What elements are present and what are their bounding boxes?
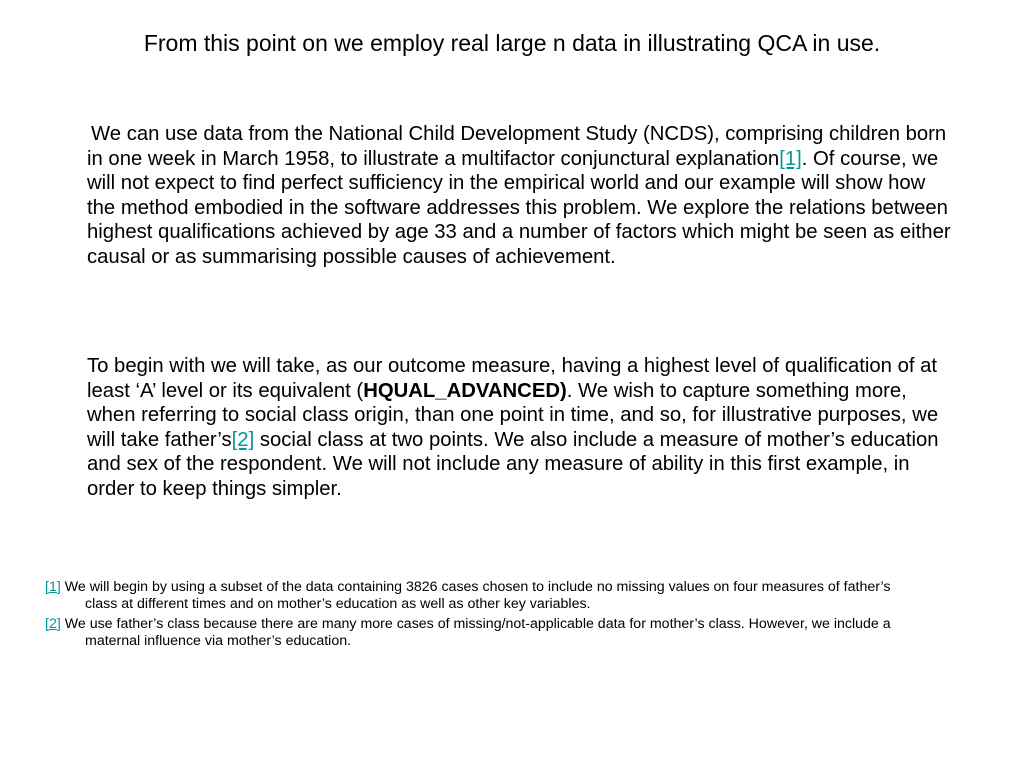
footnote-1-text: We will begin by using a subset of the data containing 3826 cases chosen to include no missing values on four measures of father’s class at different times and on mother’s education as well as other key variables. — [60, 579, 891, 612]
paragraph-2-text-middle: . We wish to capture something more, when referring to social class origin, than one point in time, and so, for illustrative purposes, we will take father’s — [87, 379, 939, 451]
paragraph-1-text-end: . Of course, we will not expect to find perfect sufficiency in the empirical world and our example will show how the method embodied in the software addresses this problem. We explore the relations between highest qualifications achieved by age 33 and a number of factors which might be seen as either causal or as summarising possible causes of achievement. — [87, 147, 951, 268]
footnote-2-text: We use father’s class because there are many more cases of missing/not-applicable data for mother’s class. However, we include a maternal influence via mother’s education. — [60, 616, 891, 649]
paragraph-1-text-start: We can use data from the National Child Development Study (NCDS), comprising children born in one week in March 1958, to illustrate a multifactor conjunctural explanation — [87, 123, 947, 170]
slide-title: From this point on we employ real large n data in illustrating QCA in use. — [143, 30, 881, 56]
paragraph-2-text-end: social class at two points. We also include a measure of mother’s education and sex of the respondent. We will not include any measure of ability in this first example, in order to keep things simpler. — [87, 428, 939, 500]
body-paragraph-outcome — [87, 354, 957, 501]
body-paragraph-ncds — [87, 122, 957, 269]
outcome-variable-name: HQUAL_ADVANCED) — [363, 379, 567, 402]
footnote-2 — [45, 616, 925, 649]
footnote-link-2[interactable]: [2] — [231, 428, 255, 451]
footnote-link-1[interactable]: [1] — [779, 147, 802, 170]
footnote-1 — [45, 579, 925, 612]
footnote-2-ref-link[interactable]: [2] — [45, 616, 61, 632]
footnote-1-ref-link[interactable]: [1] — [45, 579, 61, 595]
paragraph-2-text-start: To begin with we will take, as our outcome measure, having a highest level of qualification of at least ‘A’ level or its equivalent ( — [87, 355, 938, 402]
